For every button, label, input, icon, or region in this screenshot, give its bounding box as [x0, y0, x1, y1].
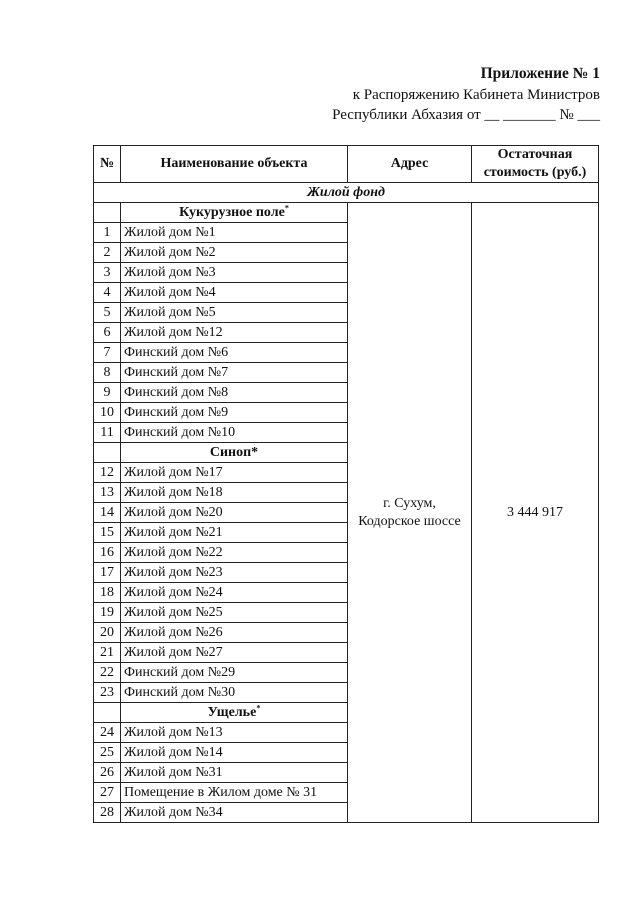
section-row: [94, 183, 599, 203]
row-number: 8: [94, 363, 121, 383]
row-number: 6: [94, 323, 121, 343]
object-name: Финский дом №6: [121, 343, 348, 363]
object-name: Жилой дом №17: [121, 463, 348, 483]
footnote-mark: *: [284, 202, 289, 212]
row-number: 10: [94, 403, 121, 423]
row-number: 13: [94, 483, 121, 503]
row-number: 25: [94, 743, 121, 763]
document-header: [332, 64, 600, 125]
row-number: 18: [94, 583, 121, 603]
object-name: Жилой дом №18: [121, 483, 348, 503]
group-num-cell: [94, 443, 121, 463]
group-title: [121, 443, 348, 463]
object-name: Финский дом №29: [121, 663, 348, 683]
group-title: [121, 203, 348, 223]
group-title-text: Кукурузное поле: [179, 204, 285, 220]
column-header-value: Остаточная стоимость (руб.): [472, 146, 599, 183]
object-name: Жилой дом №21: [121, 523, 348, 543]
object-name: Жилой дом №34: [121, 803, 348, 823]
section-title: Жилой фонд: [94, 183, 599, 203]
row-number: 9: [94, 383, 121, 403]
group-num-cell: [94, 203, 121, 223]
group-num-cell: [94, 703, 121, 723]
object-name: Финский дом №10: [121, 423, 348, 443]
object-name: Финский дом №7: [121, 363, 348, 383]
appendix-title: Приложение № 1: [480, 65, 600, 82]
column-header-num: №: [94, 146, 121, 183]
appendix-subtitle-line1: к Распоряжению Кабинета Министров: [352, 87, 600, 103]
object-name: Жилой дом №5: [121, 303, 348, 323]
row-number: 7: [94, 343, 121, 363]
row-number: 27: [94, 783, 121, 803]
group-row: [94, 203, 599, 223]
object-name: Помещение в Жилом доме № 31: [121, 783, 348, 803]
row-number: 28: [94, 803, 121, 823]
row-number: 16: [94, 543, 121, 563]
object-name: Жилой дом №3: [121, 263, 348, 283]
row-number: 11: [94, 423, 121, 443]
residual-value-cell: 3 444 917: [472, 203, 599, 823]
object-name: Жилой дом №22: [121, 543, 348, 563]
footnote-mark: *: [256, 702, 261, 712]
row-number: 15: [94, 523, 121, 543]
object-name: Жилой дом №1: [121, 223, 348, 243]
row-number: 20: [94, 623, 121, 643]
object-name: Жилой дом №20: [121, 503, 348, 523]
table-header-row: [94, 146, 599, 183]
object-name: Жилой дом №24: [121, 583, 348, 603]
object-name: Жилой дом №27: [121, 643, 348, 663]
column-header-name: Наименование объекта: [121, 146, 348, 183]
object-name: Жилой дом №4: [121, 283, 348, 303]
object-name: Финский дом №9: [121, 403, 348, 423]
row-number: 4: [94, 283, 121, 303]
row-number: 19: [94, 603, 121, 623]
row-number: 14: [94, 503, 121, 523]
property-table: [93, 145, 599, 823]
row-number: 24: [94, 723, 121, 743]
object-name: Финский дом №8: [121, 383, 348, 403]
table-body: [94, 183, 599, 823]
group-title-text: Ущелье: [207, 704, 257, 720]
row-number: 2: [94, 243, 121, 263]
address-street: Кодорское шоссе: [358, 513, 461, 529]
row-number: 17: [94, 563, 121, 583]
row-number: 23: [94, 683, 121, 703]
row-number: 12: [94, 463, 121, 483]
appendix-subtitle-line2: Республики Абхазия от __ _______ № ___: [332, 107, 600, 123]
object-name: Жилой дом №23: [121, 563, 348, 583]
column-header-address: Адрес: [348, 146, 472, 183]
row-number: 21: [94, 643, 121, 663]
object-name: Жилой дом №2: [121, 243, 348, 263]
object-name: Жилой дом №26: [121, 623, 348, 643]
address-city: г. Сухум,: [383, 495, 436, 511]
group-title-text: Синоп*: [209, 444, 259, 460]
object-name: Жилой дом №13: [121, 723, 348, 743]
row-number: 5: [94, 303, 121, 323]
row-number: 22: [94, 663, 121, 683]
row-number: 3: [94, 263, 121, 283]
object-name: Жилой дом №25: [121, 603, 348, 623]
object-name: Жилой дом №31: [121, 763, 348, 783]
group-title: [121, 703, 348, 723]
object-name: Финский дом №30: [121, 683, 348, 703]
address-cell: [348, 203, 472, 823]
row-number: 1: [94, 223, 121, 243]
object-name: Жилой дом №12: [121, 323, 348, 343]
row-number: 26: [94, 763, 121, 783]
object-name: Жилой дом №14: [121, 743, 348, 763]
